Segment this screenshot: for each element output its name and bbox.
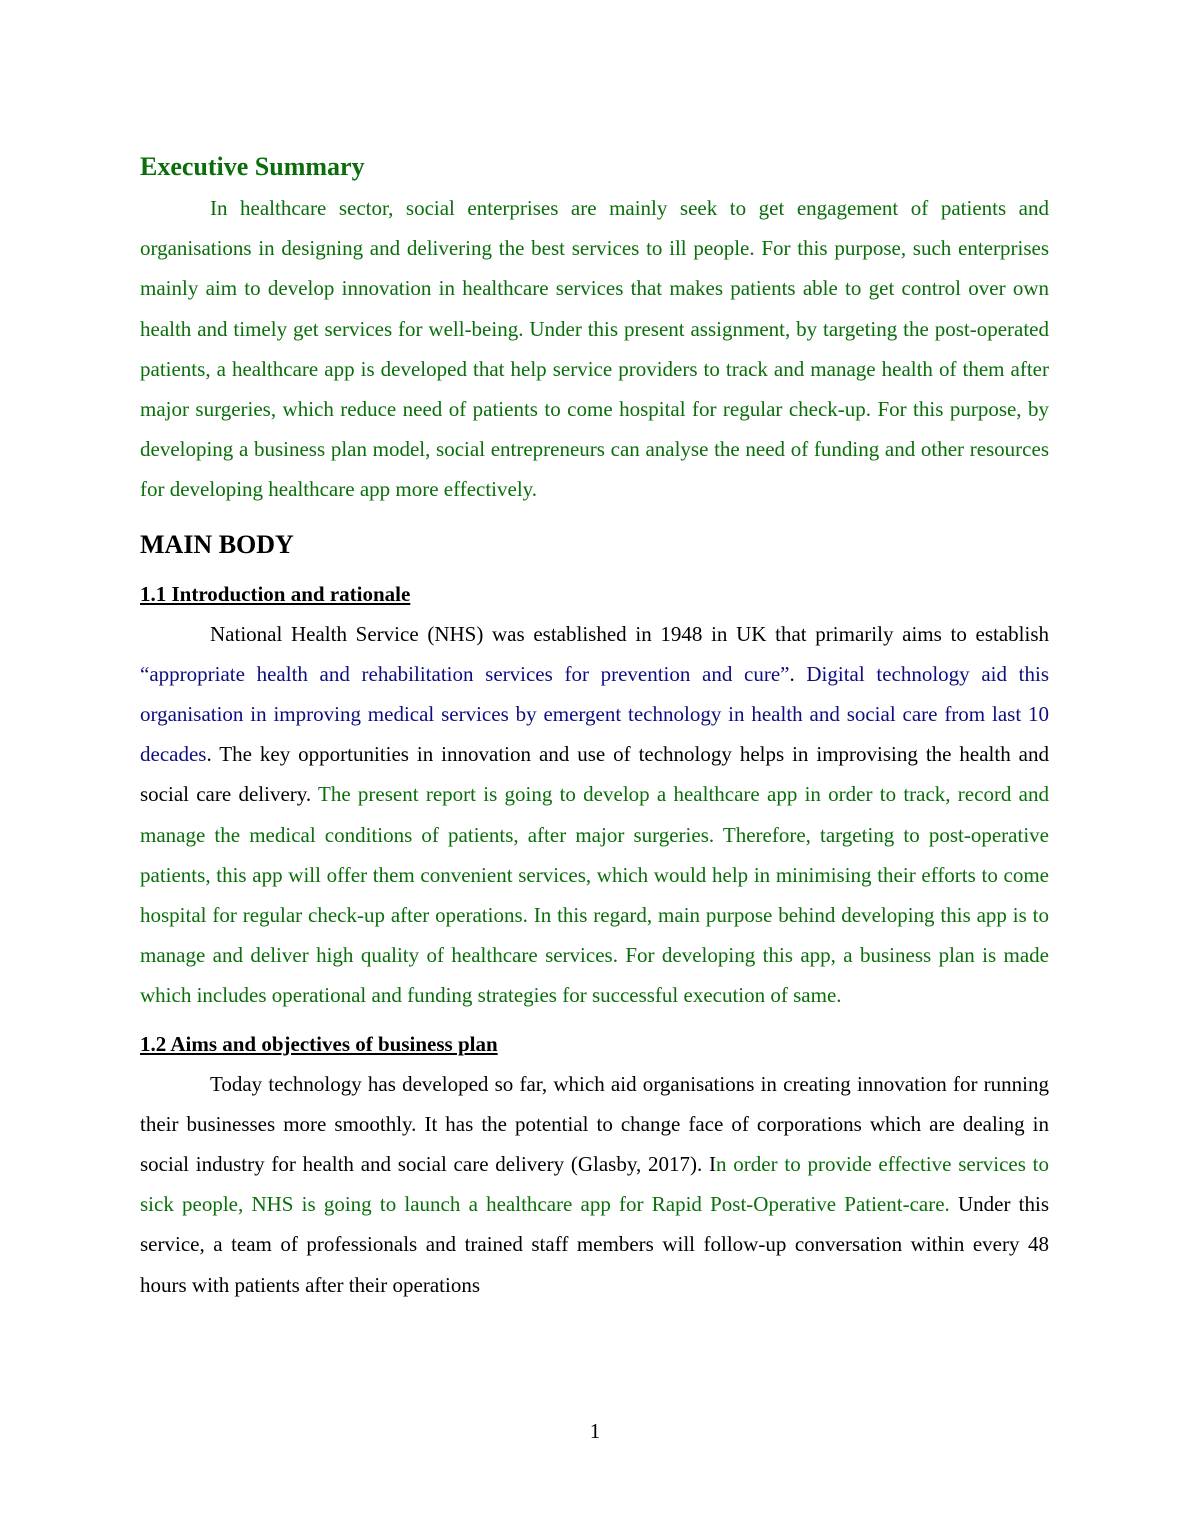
aims-technology-text: Today technology has developed so far, which aid organisations in creating innovation for running their businesses more smoothly. It has the potential to change face of corporations which are dealing in social industry for health and social care delivery (Glasby, 2017). I	[140, 1071, 1049, 1177]
intro-digital-technology: Digital technology aid this organisation in improving medical services by emergent technology in health and social care from last 10 decades	[140, 661, 1049, 767]
section-1-2-heading: 1.2 Aims and objectives of business plan	[140, 1031, 498, 1056]
executive-summary-title: Executive Summary	[140, 152, 365, 181]
aims-nhs-app: n order to provide effective services to sick people, NHS is going to launch a healthcare app for Rapid Post-Operative Patient-care.	[140, 1152, 1049, 1217]
section-1-1-heading: 1.1 Introduction and rationale	[140, 581, 411, 606]
introduction-paragraph	[140, 614, 1049, 1016]
intro-quote: “appropriate health and rehabilitation services for prevention and cure”	[140, 661, 790, 686]
page-number: 1	[589, 1419, 601, 1443]
document-page	[140, 148, 1049, 1305]
aims-service-details: Under this service, a team of professionals and trained staff members will follow-up conversation within every 48 hours with patients after their operations	[140, 1192, 1050, 1297]
intro-opportunities: . The key opportunities in innovation and use of technology helps in improvising the health and social care delivery.	[140, 742, 1049, 807]
aims-paragraph	[140, 1064, 1049, 1305]
main-body-title: MAIN BODY	[140, 529, 294, 559]
intro-text-nhs: National Health Service (NHS) was established in 1948 in UK that primarily aims to establish	[210, 621, 1049, 646]
intro-quote-period: .	[789, 661, 795, 686]
intro-report-purpose: The present report is going to develop a healthcare app in order to track, record and manage the medical conditions of patients, after major surgeries. Therefore, targeting to post-operative patients, this app will offer them convenient services, which would help in minimising their efforts to come hospital for regular check-up after operations. In this regard, main purpose behind developing this app is to manage and deliver high quality of healthcare services. For developing this app, a business plan is made which includes operational and funding strategies for successful execution of same.	[140, 782, 1050, 1008]
executive-summary-paragraph: In healthcare sector, social enterprises are mainly seek to get engagement of patients and organisations in designing and delivering the best services to ill people. For this purpose, such enterprises mainly aim to develop innovation in healthcare services that makes patients able to get control over own health and timely get services for well-being. Under this present assignment, by targeting the post-operated patients, a healthcare app is developed that help service providers to track and manage health of them after major surgeries, which reduce need of patients to come hospital for regular check-up. For this purpose, by developing a business plan model, social entrepreneurs can analyse the need of funding and other resources for developing healthcare app more effectively.	[140, 196, 1049, 502]
